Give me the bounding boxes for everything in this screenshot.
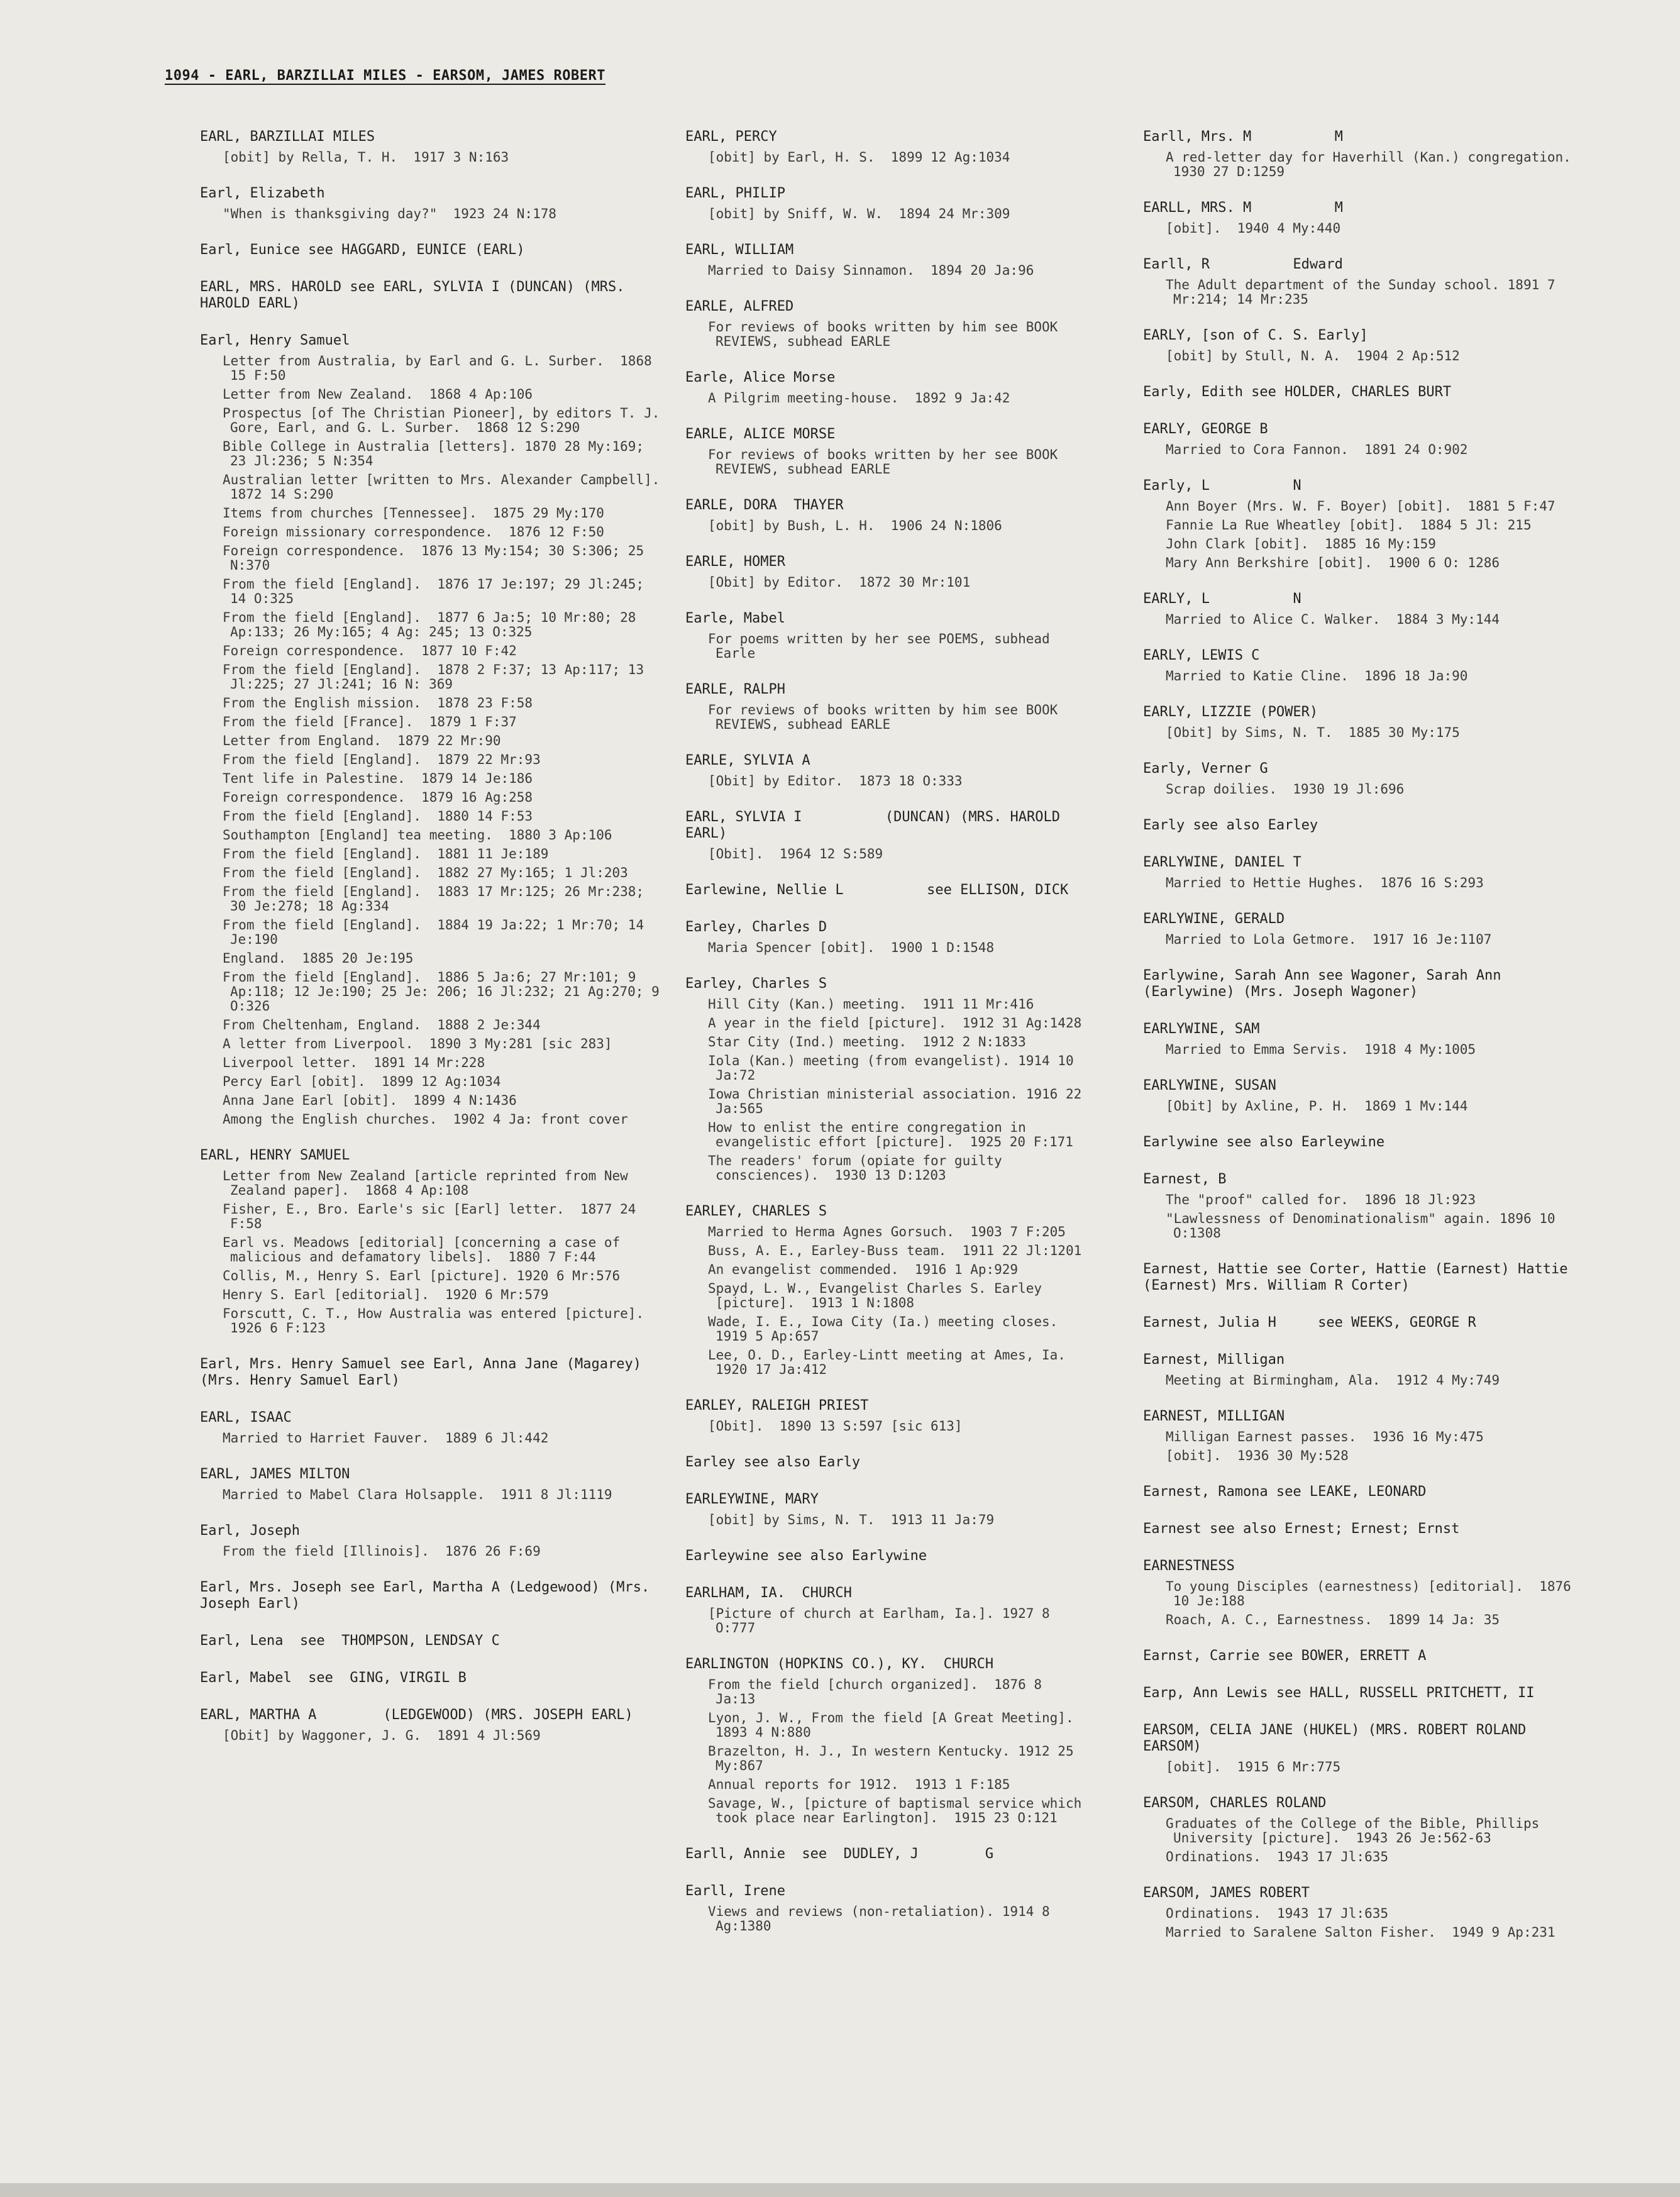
- index-entry: [1143, 1795, 1583, 1864]
- index-entry: [200, 279, 662, 312]
- entry-citation: Scrap doilies. 1930 19 Jl:696: [1166, 782, 1405, 797]
- index-entry: [1143, 129, 1588, 179]
- entry-heading: EARLE, ALICE MORSE: [685, 426, 836, 442]
- entry-heading: Earl, Elizabeth: [200, 185, 325, 201]
- entry-heading: Earnest, Hattie see Corter, Hattie (Earnest) Hattie (Earnest) Mrs. William R Corter): [1143, 1261, 1576, 1293]
- entry-heading: Earl, Mrs. Henry Samuel see Earl, Anna Jane (Magarey) (Mrs. Henry Samuel Earl): [200, 1356, 650, 1388]
- entry-citation: [obit] by Sims, N. T. 1913 11 Ja:79: [708, 1512, 995, 1527]
- entry-citation: Foreign missionary correspondence. 1876 12 F:50: [223, 524, 604, 540]
- entry-heading: EARLEY, CHARLES S: [685, 1204, 827, 1219]
- entry-citation: [obit] by Bush, L. H. 1906 24 N:1806: [708, 518, 1002, 533]
- entry-heading: Early, Edith see HOLDER, CHARLES BURT: [1143, 384, 1452, 400]
- entry-heading: EARLY, LEWIS C: [1143, 648, 1260, 663]
- entry-heading: EARLY, [son of C. S. Early]: [1143, 328, 1368, 343]
- entry-heading: Earnest see also Ernest; Ernest; Ernst: [1143, 1521, 1460, 1537]
- index-entry: [200, 1466, 662, 1502]
- entry-heading: EARL, MRS. HAROLD see EARL, SYLVIA I (DUNCAN) (MRS. HAROLD EARL): [200, 279, 633, 311]
- index-entry: [200, 1670, 662, 1686]
- entry-heading: EARLE, DORA THAYER: [685, 497, 844, 513]
- index-entry: [1143, 1722, 1583, 1774]
- entry-heading: Earp, Ann Lewis see HALL, RUSSELL PRITCHETT, II: [1143, 1685, 1535, 1701]
- index-entry: [200, 242, 662, 258]
- index-entry: [685, 185, 1088, 221]
- index-entry: [1143, 761, 1583, 797]
- entry-citation: A Pilgrim meeting-house. 1892 9 Ja:42: [708, 390, 1010, 406]
- entry-citation: [obit] by Stull, N. A. 1904 2 Ap:512: [1166, 348, 1460, 363]
- entry-heading: EARLYWINE, DANIEL T: [1143, 855, 1301, 870]
- index-entry: [1143, 911, 1583, 947]
- entry-citation: From the field [England]. 1877 6 Ja:5; 10 Mr:80; 28 Ap:133; 26 My:165; 4 Ag: 245; 13 O:325: [223, 610, 644, 639]
- entry-citation: Among the English churches. 1902 4 Ja: front cover: [223, 1112, 628, 1127]
- entry-citation: [obit]. 1915 6 Mr:775: [1166, 1759, 1341, 1774]
- entry-citation: How to enlist the entire congregation in evangelistic effort [picture]. 1925 20 F:171: [708, 1120, 1073, 1149]
- index-entry: [1143, 478, 1583, 570]
- index-entry: [685, 299, 1088, 349]
- entry-citation: From the field [England]. 1886 5 Ja:6; 27 Mr:101; 9 Ap:118; 12 Je:190; 25 Je: 206; 16 Jl:232; 21 Ag:270; 9 O:326: [223, 970, 668, 1014]
- entry-citation: The readers' forum (opiate for guilty consciences). 1930 13 D:1203: [708, 1153, 1010, 1183]
- entry-citation: Items from churches [Tennessee]. 1875 29 My:170: [223, 506, 604, 521]
- entry-citation: [obit]. 1936 30 My:528: [1166, 1448, 1349, 1463]
- entry-citation: [Picture of church at Earlham, Ia.]. 1927 8 O:777: [708, 1606, 1058, 1635]
- entry-citation: From the field [France]. 1879 1 F:37: [223, 714, 517, 729]
- entry-citation: Milligan Earnest passes. 1936 16 My:475: [1166, 1429, 1484, 1444]
- entry-citation: Collis, M., Henry S. Earl [picture]. 1920 6 Mr:576: [223, 1268, 621, 1283]
- index-entry: [1143, 1558, 1583, 1627]
- index-entry: [685, 1454, 1088, 1471]
- entry-heading: EARLYWINE, GERALD: [1143, 911, 1285, 927]
- entry-heading: Earl, Mrs. Joseph see Earl, Martha A (Ledgewood) (Mrs. Joseph Earl): [200, 1580, 658, 1612]
- index-entry: [685, 682, 1088, 732]
- index-entry: [1143, 1685, 1583, 1702]
- entry-citation: [obit] by Earl, H. S. 1899 12 Ag:1034: [708, 150, 1010, 165]
- column-left: [200, 129, 676, 1764]
- entry-heading: Earll, Mrs. M M: [1143, 129, 1343, 145]
- index-entry: [685, 1491, 1088, 1527]
- index-entry: [1143, 257, 1583, 307]
- entry-heading: Earl, Joseph: [200, 1523, 300, 1539]
- entry-citation: Maria Spencer [obit]. 1900 1 D:1548: [708, 940, 995, 955]
- index-entry: [200, 185, 662, 221]
- entry-citation: From the field [England]. 1883 17 Mr:125; 26 Mr:238; 30 Je:278; 18 Ag:334: [223, 884, 652, 914]
- entry-heading: Early, L N: [1143, 478, 1301, 494]
- entry-citation: For reviews of books written by him see BOOK REVIEWS, subhead EARLE: [708, 319, 1066, 349]
- entry-heading: Earnest, Ramona see LEAKE, LEONARD: [1143, 1484, 1427, 1500]
- index-entry: [1143, 817, 1583, 834]
- entry-heading: EARL, ISAAC: [200, 1410, 292, 1425]
- entry-citation: [obit]. 1940 4 My:440: [1166, 221, 1341, 236]
- index-entry: [685, 1398, 1088, 1434]
- index-entry: [1143, 328, 1583, 363]
- entry-heading: Earll, Irene: [685, 1883, 785, 1899]
- entry-citation: Meeting at Birmingham, Ala. 1912 4 My:749: [1166, 1373, 1500, 1388]
- entry-citation: To young Disciples (earnestness) [editorial]. 1876 10 Je:188: [1166, 1579, 1579, 1608]
- entry-citation: Views and reviews (non-retaliation). 1914 8 Ag:1380: [708, 1904, 1058, 1934]
- entry-heading: Earle, Alice Morse: [685, 370, 836, 385]
- entry-citation: Married to Herma Agnes Gorsuch. 1903 7 F:205: [708, 1224, 1066, 1239]
- column-middle: [685, 129, 1088, 1954]
- entry-heading: EARNESTNESS: [1143, 1558, 1235, 1574]
- index-entry: [200, 1707, 662, 1743]
- entry-citation: Star City (Ind.) meeting. 1912 2 N:1833: [708, 1034, 1026, 1049]
- entry-citation: Earl vs. Meadows [editorial] [concerning a case of malicious and defamatory libels]. 1880 7 F:44: [223, 1235, 628, 1265]
- entry-citation: Letter from New Zealand [article reprinted from New Zealand paper]. 1868 4 Ap:108: [223, 1168, 636, 1198]
- entry-citation: Tent life in Palestine. 1879 14 Je:186: [223, 771, 533, 786]
- entry-citation: Spayd, L. W., Evangelist Charles S. Earley [picture]. 1913 1 N:1808: [708, 1281, 1050, 1310]
- entry-citation: Iola (Kan.) meeting (from evangelist). 1914 10 Ja:72: [708, 1053, 1082, 1083]
- entry-citation: A red-letter day for Haverhill (Kan.) congregation. 1930 27 D:1259: [1166, 150, 1588, 179]
- index-entry: [1143, 1315, 1583, 1331]
- entry-heading: Earl, Eunice see HAGGARD, EUNICE (EARL): [200, 242, 525, 258]
- entry-citation: Ordinations. 1943 17 Jl:635: [1166, 1906, 1389, 1921]
- entry-heading: EARLINGTON (HOPKINS CO.), KY. CHURCH: [685, 1656, 994, 1672]
- entry-heading: EARL, PERCY: [685, 129, 777, 145]
- index-entry: [1143, 421, 1583, 457]
- entry-heading: EARL, BARZILLAI MILES: [200, 129, 375, 145]
- index-entry: [1143, 968, 1583, 1000]
- entry-citation: From Cheltenham, England. 1888 2 Je:344: [223, 1017, 541, 1032]
- entry-heading: EARLE, ALFRED: [685, 299, 794, 314]
- entry-citation: [Obit] by Editor. 1872 30 Mr:101: [708, 575, 971, 590]
- entry-citation: Ordinations. 1943 17 Jl:635: [1166, 1849, 1389, 1864]
- entry-heading: Earley, Charles S: [685, 976, 827, 992]
- index-entry: [685, 242, 1088, 278]
- entry-citation: Married to Katie Cline. 1896 18 Ja:90: [1166, 668, 1468, 683]
- entry-heading: Earle, Mabel: [685, 611, 785, 626]
- index-entry: [1143, 704, 1583, 740]
- entry-citation: The "proof" called for. 1896 18 Jl:923: [1166, 1192, 1476, 1207]
- entry-citation: Ann Boyer (Mrs. W. F. Boyer) [obit]. 1881 5 F:47: [1166, 499, 1556, 514]
- entry-citation: Australian letter [written to Mrs. Alexander Campbell]. 1872 14 S:290: [223, 472, 676, 502]
- entry-heading: Earnest, B: [1143, 1171, 1227, 1187]
- entry-citation: Letter from Australia, by Earl and G. L. Surber. 1868 15 F:50: [223, 353, 660, 383]
- index-entry: [685, 1656, 1088, 1825]
- entry-citation: [Obit]. 1964 12 S:589: [708, 846, 883, 861]
- index-entry: [200, 1356, 662, 1389]
- entry-citation: From the field [England]. 1884 19 Ja:22; 1 Mr:70; 14 Je:190: [223, 917, 652, 947]
- entry-citation: Hill City (Kan.) meeting. 1911 11 Mr:416: [708, 997, 1034, 1012]
- entry-citation: Fisher, E., Bro. Earle's sic [Earl] letter. 1877 24 F:58: [223, 1202, 644, 1231]
- index-entry: [1143, 1885, 1583, 1940]
- entry-citation: For reviews of books written by him see BOOK REVIEWS, subhead EARLE: [708, 702, 1066, 732]
- entry-citation: From the English mission. 1878 23 F:58: [223, 695, 533, 711]
- entry-citation: "When is thanksgiving day?" 1923 24 N:178: [223, 206, 557, 221]
- index-entry: [200, 129, 662, 165]
- entry-heading: Early, Verner G: [1143, 761, 1268, 777]
- entry-citation: Bible College in Australia [letters]. 1870 28 My:169; 23 Jl:236; 5 N:354: [223, 439, 652, 468]
- entry-heading: EARLE, RALPH: [685, 682, 785, 697]
- index-entry: [685, 129, 1088, 165]
- index-entry: [1143, 648, 1583, 683]
- index-entry: [685, 426, 1088, 477]
- entry-heading: Earll, R Edward: [1143, 257, 1343, 272]
- index-entry: [1143, 1521, 1583, 1537]
- entry-heading: EARL, JAMES MILTON: [200, 1466, 350, 1482]
- entry-citation: An evangelist commended. 1916 1 Ap:929: [708, 1262, 1019, 1277]
- index-entry: [200, 1523, 662, 1559]
- entry-heading: EARL, MARTHA A (LEDGEWOOD) (MRS. JOSEPH EARL): [200, 1707, 633, 1723]
- page-header: 1094 - EARL, BARZILLAI MILES - EARSOM, JAMES ROBERT: [165, 68, 606, 84]
- entry-citation: Foreign correspondence. 1879 16 Ag:258: [223, 790, 533, 805]
- entry-heading: Earl, Henry Samuel: [200, 333, 350, 348]
- entry-citation: From the field [England]. 1882 27 My:165; 1 Jl:203: [223, 865, 628, 880]
- entry-citation: Married to Daisy Sinnamon. 1894 20 Ja:96: [708, 263, 1034, 278]
- entry-heading: Earnst, Carrie see BOWER, ERRETT A: [1143, 1648, 1427, 1664]
- entry-citation: Annual reports for 1912. 1913 1 F:185: [708, 1777, 1010, 1792]
- entry-citation: Married to Hettie Hughes. 1876 16 S:293: [1166, 875, 1484, 890]
- entry-citation: Prospectus [of The Christian Pioneer], by editors T. J. Gore, Earl, and G. L. Surber. 1868 12 S:290: [223, 406, 668, 435]
- entry-citation: Mary Ann Berkshire [obit]. 1900 6 O: 1286: [1166, 555, 1500, 570]
- index-entry: [200, 1148, 662, 1336]
- entry-citation: [Obit] by Editor. 1873 18 O:333: [708, 773, 963, 789]
- index-entry: [1143, 591, 1583, 627]
- index-entry: [685, 809, 1088, 861]
- entry-citation: From the field [England]. 1879 22 Mr:93: [223, 752, 541, 767]
- entry-citation: Liverpool letter. 1891 14 Mr:228: [223, 1055, 485, 1070]
- entry-citation: Letter from New Zealand. 1868 4 Ap:106: [223, 387, 533, 402]
- entry-heading: EARLL, MRS. M M: [1143, 200, 1343, 216]
- entry-citation: Iowa Christian ministerial association. 1916 22 Ja:565: [708, 1087, 1090, 1116]
- entry-heading: EARSOM, CHARLES ROLAND: [1143, 1795, 1327, 1811]
- entry-citation: [obit] by Rella, T. H. 1917 3 N:163: [223, 150, 509, 165]
- index-entry: [685, 497, 1088, 533]
- entry-citation: Percy Earl [obit]. 1899 12 Ag:1034: [223, 1074, 501, 1089]
- entry-heading: EARL, SYLVIA I (DUNCAN) (MRS. HAROLD EARL): [685, 809, 1069, 841]
- index-entry: [1143, 1408, 1583, 1463]
- entry-citation: Lee, O. D., Earley-Lintt meeting at Ames, Ia. 1920 17 Ja:412: [708, 1348, 1082, 1377]
- entry-citation: From the field [England]. 1876 17 Je:197; 29 Jl:245; 14 O:325: [223, 577, 652, 606]
- entry-heading: Earll, Annie see DUDLEY, J G: [685, 1846, 994, 1862]
- entry-heading: Earley see also Early: [685, 1454, 861, 1470]
- index-entry: [1143, 1021, 1583, 1057]
- entry-citation: Henry S. Earl [editorial]. 1920 6 Mr:579: [223, 1287, 549, 1302]
- entry-citation: [Obit] by Axline, P. H. 1869 1 Mv:144: [1166, 1098, 1468, 1114]
- entry-heading: EARL, HENRY SAMUEL: [200, 1148, 350, 1163]
- entry-citation: [Obit] by Sims, N. T. 1885 30 My:175: [1166, 725, 1460, 740]
- entry-heading: Earnest, Milligan: [1143, 1352, 1285, 1368]
- entry-citation: From the field [England]. 1881 11 Je:189: [223, 846, 549, 861]
- index-entry: [1143, 1484, 1583, 1500]
- entry-citation: [Obit] by Waggoner, J. G. 1891 4 Jl:569: [223, 1728, 541, 1743]
- entry-citation: Foreign correspondence. 1876 13 My:154; 30 S:306; 25 N:370: [223, 543, 652, 573]
- entry-heading: EARL, PHILIP: [685, 185, 785, 201]
- index-entry: [1143, 1648, 1583, 1664]
- entry-heading: Early see also Earley: [1143, 817, 1318, 833]
- entry-citation: A year in the field [picture]. 1912 31 Ag:1428: [708, 1015, 1082, 1031]
- index-entry: [1143, 1171, 1583, 1241]
- index-entry: [1143, 1078, 1583, 1114]
- entry-citation: Married to Cora Fannon. 1891 24 O:902: [1166, 442, 1468, 457]
- entry-heading: EARLHAM, IA. CHURCH: [685, 1585, 852, 1601]
- entry-citation: Forscutt, C. T., How Australia was entered [picture]. 1926 6 F:123: [223, 1306, 660, 1336]
- entry-citation: A letter from Liverpool. 1890 3 My:281 [sic 283]: [223, 1036, 612, 1051]
- index-entry: [685, 1204, 1088, 1377]
- entry-heading: EARLYWINE, SUSAN: [1143, 1078, 1276, 1093]
- entry-heading: EARL, WILLIAM: [685, 242, 794, 258]
- entry-heading: EARLEYWINE, MARY: [685, 1491, 819, 1507]
- entry-citation: Married to Mabel Clara Holsapple. 1911 8 Jl:1119: [223, 1487, 612, 1502]
- index-entry: [685, 370, 1088, 406]
- entry-heading: EARNEST, MILLIGAN: [1143, 1408, 1285, 1424]
- index-entry: [685, 1585, 1088, 1635]
- entry-citation: "Lawlessness of Denominationalism" again. 1896 10 O:1308: [1166, 1211, 1564, 1241]
- index-entry: [685, 882, 1088, 899]
- entry-citation: Lyon, J. W., From the field [A Great Meeting]. 1893 4 N:880: [708, 1710, 1090, 1740]
- index-entry: [685, 919, 1088, 955]
- index-entry: [200, 1580, 662, 1612]
- index-entry: [685, 554, 1088, 590]
- entry-citation: Letter from England. 1879 22 Mr:90: [223, 733, 501, 748]
- page-bottom-edge: [0, 2183, 1680, 2197]
- index-entry: [200, 333, 676, 1127]
- index-entry: [685, 1846, 1088, 1862]
- entry-citation: Married to Harriet Fauver. 1889 6 Jl:442: [223, 1431, 549, 1446]
- entry-citation: From the field [England]. 1880 14 F:53: [223, 809, 533, 824]
- entry-citation: Married to Saralene Salton Fisher. 1949 9 Ap:231: [1166, 1925, 1556, 1940]
- index-entry: [1143, 384, 1583, 401]
- entry-citation: Married to Lola Getmore. 1917 16 Je:1107: [1166, 932, 1492, 947]
- index-entry: [1143, 200, 1583, 236]
- index-entry: [200, 1633, 662, 1649]
- entry-heading: Earl, Lena see THOMPSON, LENDSAY C: [200, 1633, 500, 1649]
- entry-citation: From the field [church organized]. 1876 8 Ja:13: [708, 1677, 1050, 1707]
- entry-citation: The Adult department of the Sunday school. 1891 7 Mr:214; 14 Mr:235: [1166, 277, 1564, 307]
- entry-citation: Married to Emma Servis. 1918 4 My:1005: [1166, 1042, 1476, 1057]
- entry-heading: Earlewine, Nellie L see ELLISON, DICK: [685, 882, 1069, 898]
- entry-citation: [Obit]. 1890 13 S:597 [sic 613]: [708, 1419, 963, 1434]
- entry-citation: Fannie La Rue Wheatley [obit]. 1884 5 Jl: 215: [1166, 517, 1532, 533]
- entry-citation: For poems written by her see POEMS, subhead Earle: [708, 631, 1058, 661]
- entry-citation: Buss, A. E., Earley-Buss team. 1911 22 Jl:1201: [708, 1243, 1082, 1258]
- entry-heading: EARLY, GEORGE B: [1143, 421, 1268, 437]
- entry-citation: Graduates of the College of the Bible, Phillips University [picture]. 1943 26 Je:562-63: [1166, 1816, 1547, 1846]
- entry-heading: EARSOM, CELIA JANE (HUKEL) (MRS. ROBERT ROLAND EARSOM): [1143, 1722, 1535, 1754]
- index-entry: [685, 753, 1088, 789]
- index-entry: [1143, 1352, 1583, 1388]
- entry-citation: Brazelton, H. J., In western Kentucky. 1912 25 My:867: [708, 1744, 1082, 1773]
- entry-citation: From the field [Illinois]. 1876 26 F:69: [223, 1544, 541, 1559]
- entry-citation: Savage, W., [picture of baptismal service which took place near Earlington]. 1915 23 O:121: [708, 1796, 1090, 1825]
- entry-heading: EARLE, HOMER: [685, 554, 785, 570]
- entry-citation: John Clark [obit]. 1885 16 My:159: [1166, 536, 1436, 551]
- index-entry: [1143, 1134, 1583, 1151]
- index-entry: [685, 611, 1088, 661]
- entry-heading: EARLY, LIZZIE (POWER): [1143, 704, 1318, 720]
- entry-heading: Earlywine see also Earleywine: [1143, 1134, 1385, 1150]
- entry-heading: Earleywine see also Earlywine: [685, 1548, 927, 1564]
- index-entry: [685, 1548, 1088, 1564]
- entry-heading: Earley, Charles D: [685, 919, 827, 935]
- entry-heading: EARLY, L N: [1143, 591, 1301, 607]
- index-entry: [1143, 855, 1583, 890]
- entry-citation: England. 1885 20 Je:195: [223, 951, 414, 966]
- entry-heading: EARLE, SYLVIA A: [685, 753, 810, 768]
- entry-citation: From the field [England]. 1878 2 F:37; 13 Ap:117; 13 Jl:225; 27 Jl:241; 16 N: 369: [223, 662, 652, 692]
- entry-citation: [obit] by Sniff, W. W. 1894 24 Mr:309: [708, 206, 1010, 221]
- entry-heading: Earnest, Julia H see WEEKS, GEORGE R: [1143, 1315, 1476, 1331]
- index-entry: [685, 1883, 1088, 1934]
- entry-citation: Wade, I. E., Iowa City (Ia.) meeting closes. 1919 5 Ap:657: [708, 1314, 1074, 1344]
- index-entry: [1143, 1261, 1583, 1294]
- entry-heading: Earlywine, Sarah Ann see Wagoner, Sarah Ann (Earlywine) (Mrs. Joseph Wagoner): [1143, 968, 1510, 1000]
- entry-heading: EARLYWINE, SAM: [1143, 1021, 1260, 1037]
- entry-citation: Anna Jane Earl [obit]. 1899 4 N:1436: [223, 1093, 517, 1108]
- index-entry: [685, 976, 1088, 1183]
- entry-heading: EARLEY, RALEIGH PRIEST: [685, 1398, 869, 1414]
- entry-citation: For reviews of books written by her see BOOK REVIEWS, subhead EARLE: [708, 447, 1066, 477]
- entry-citation: Roach, A. C., Earnestness. 1899 14 Ja: 35: [1166, 1612, 1500, 1627]
- entry-citation: Foreign correspondence. 1877 10 F:42: [223, 643, 517, 658]
- entry-citation: Southampton [England] tea meeting. 1880 3 Ap:106: [223, 827, 612, 843]
- index-entry: [200, 1410, 662, 1446]
- entry-citation: Married to Alice C. Walker. 1884 3 My:144: [1166, 612, 1500, 627]
- entry-heading: Earl, Mabel see GING, VIRGIL B: [200, 1670, 467, 1686]
- entry-heading: EARSOM, JAMES ROBERT: [1143, 1885, 1310, 1901]
- column-right: [1143, 129, 1588, 1961]
